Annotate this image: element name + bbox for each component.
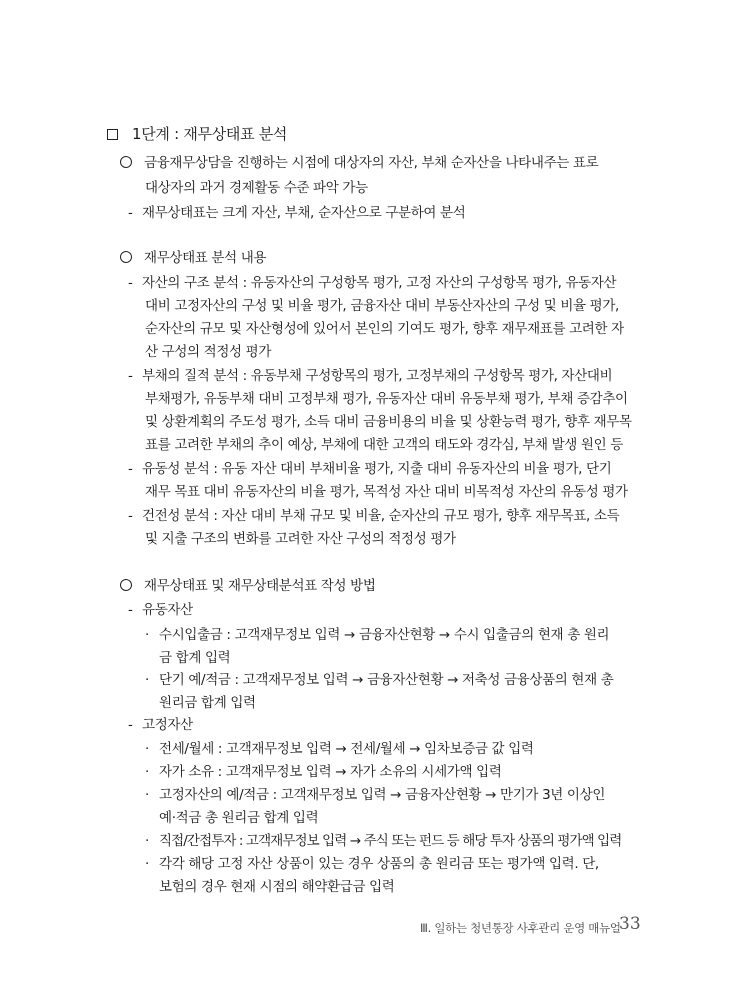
circle-bullet-item [120,248,266,268]
dot-bullet: · [145,741,149,757]
paragraph-text: 재무상태표는 크게 자산, 부채, 순자산으로 구분하여 분석 [142,205,466,221]
paragraph-text: 단기 예/적금 : 고객재무정보 입력 → 금융자산현황 → 저축성 금융상품의 현재 총 [159,672,614,688]
dot-item [145,831,621,851]
dash-bullet: - [128,602,133,618]
section-heading-text: 1단계 : 재무상태표 분석 [132,125,288,143]
paragraph-text: 수시입출금 : 고객재무정보 입력 → 금융자산현황 → 수시 입출금의 현재 총 원리 [159,627,610,643]
dash-item [128,715,193,735]
dash-item [128,273,616,293]
paragraph-continuation: 예·적금 총 원리금 합계 입력 [159,810,319,826]
paragraph-continuation: 및 지출 구조의 변화를 고려한 자산 구성의 적정성 평가 [145,531,456,547]
dash-bullet: - [128,461,133,477]
paragraph-continuation: 부채평가, 유동부채 대비 고정부채 평가, 유동자산 대비 유동부채 평가, 부채 증감추이 [145,391,628,407]
circle-bullet-icon [120,156,132,168]
paragraph-text: 자산의 구조 분석 : 유동자산의 구성항목 평가, 고정 자산의 구성항목 평가, 유동자산 [142,275,617,291]
dash-item [128,459,611,479]
paragraph-continuation: 대상자의 과거 경제활동 수준 파악 가능 [145,180,368,196]
circle-bullet-icon [120,579,132,591]
paragraph-text: 유동성 분석 : 유동 자산 대비 부채비율 평가, 지출 대비 유동자산의 비율 평가, 단기 [142,461,612,477]
paragraph-continuation: 재무 목표 대비 유동자산의 비율 평가, 목적성 자산 대비 비목적성 자산의 유동성 평가 [145,484,628,500]
paragraph-text: 부채의 질적 분석 : 유동부채 구성항목의 평가, 고정부채의 구성항목 평가, 자산대비 [142,368,613,384]
paragraph-text: 각각 해당 고정 자산 상품이 있는 경우 상품의 총 원리금 또는 평가액 입력. 단, [159,856,599,872]
circle-bullet-icon [120,251,132,263]
dash-item [128,203,465,223]
paragraph-text: 유동자산 [142,602,193,618]
paragraph-text: 고정자산 [142,717,193,733]
dot-item [145,670,613,690]
dot-item [145,785,605,805]
dot-bullet: · [145,627,149,643]
paragraph-continuation: 순자산의 규모 및 자산형성에 있어서 본인의 기여도 평가, 향후 재무재표를 고려한 자 [145,321,624,337]
dot-item [145,625,609,645]
circle-bullet-item [120,153,598,173]
dot-bullet: · [145,764,149,780]
paragraph-continuation: 표를 고려한 부채의 추이 예상, 부채에 대한 고객의 태도와 경각심, 부채 발생 원인 등 [145,437,623,453]
paragraph-text: 재무상태표 및 재무상태분석표 작성 방법 [144,578,376,594]
section-heading [107,124,287,144]
paragraph-text: 자가 소유 : 고객재무정보 입력 → 자가 소유의 시세가액 입력 [159,764,502,780]
circle-bullet-item [120,576,376,596]
dash-bullet: - [128,368,133,384]
paragraph-continuation: 보험의 경우 현재 시점의 해약환급금 입력 [159,879,395,895]
paragraph-text: 직접/간접투자 : 고객재무정보 입력 → 주식 또는 펀드 등 해당 투자 상품의 평가액 입력 [159,833,622,849]
paragraph-continuation: 원리금 합계 입력 [159,695,256,711]
dash-item [128,600,193,620]
dot-item [145,739,534,759]
dash-bullet: - [128,717,133,733]
dash-item [128,366,612,386]
paragraph-text: 금융재무상담을 진행하는 시점에 대상자의 자산, 부채 순자산을 나타내주는 표로 [144,155,599,171]
page-number: 33 [619,914,641,934]
dot-item [145,854,599,874]
paragraph-continuation: 대비 고정자산의 구성 및 비율 평가, 금융자산 대비 부동산자산의 구성 및 비율 평가, [145,298,619,314]
footer-text: Ⅲ. 일하는 청년통장 사후관리 운영 매뉴얼 [420,921,621,935]
square-bullet-icon [107,129,118,140]
paragraph-continuation: 및 상환계획의 주도성 평가, 소득 대비 금융비용의 비율 및 상환능력 평가, 향후 재무목 [145,414,632,430]
dot-bullet: · [145,833,149,849]
dash-item [128,506,619,526]
dash-bullet: - [128,205,133,221]
dash-bullet: - [128,508,133,524]
dot-item [145,762,502,782]
paragraph-text: 재무상태표 분석 내용 [144,250,267,266]
dot-bullet: · [145,787,149,803]
dot-bullet: · [145,672,149,688]
paragraph-continuation: 금 합계 입력 [159,650,231,666]
paragraph-continuation: 산 구성의 적정성 평가 [145,344,272,360]
paragraph-text: 고정자산의 예/적금 : 고객재무정보 입력 → 금융자산현황 → 만기가 3년 이상인 [159,787,606,803]
dash-bullet: - [128,275,133,291]
paragraph-text: 건전성 분석 : 자산 대비 부채 규모 및 비율, 순자산의 규모 평가, 향후 재무목표, 소득 [142,508,620,524]
paragraph-text: 전세/월세 : 고객재무정보 입력 → 전세/월세 → 임차보증금 값 입력 [159,741,534,757]
dot-bullet: · [145,856,149,872]
